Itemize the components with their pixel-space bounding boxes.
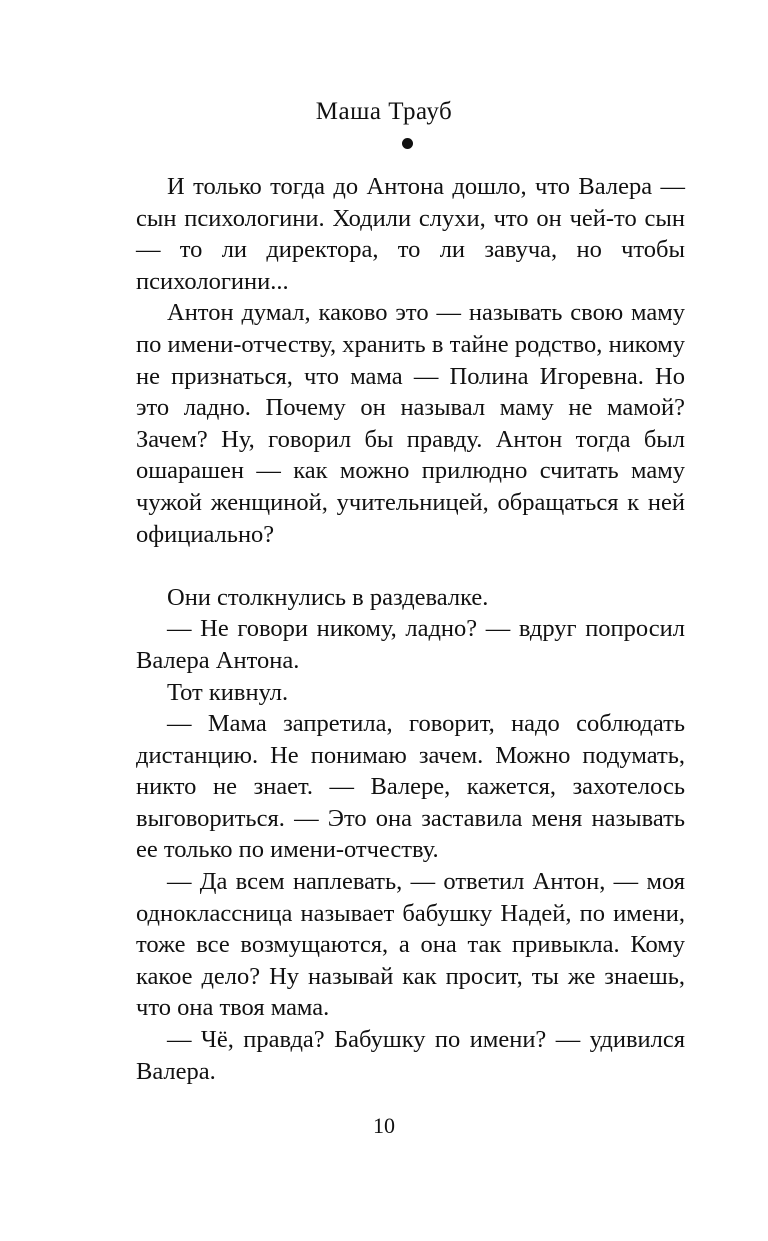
body-text bbox=[136, 171, 685, 1087]
paragraph: — Чё, правда? Бабушку по имени? — удивился Валера. bbox=[136, 1026, 685, 1085]
bullet-ornament-icon bbox=[402, 138, 413, 149]
section-break bbox=[136, 550, 685, 582]
paragraph: — Не говори никому, ладно? — вдруг попросил Валера Антона. bbox=[136, 615, 685, 674]
paragraph: Антон думал, каково это — называть свою маму по имени-отчеству, хранить в тайне родство, никому не признаться, что мама — Полина Игоревна. Но это ладно. Почему он называл маму не мамой? Зачем? Ну, говорил бы правду. Антон тогда был ошарашен — как можно прилюдно считать маму чужой женщиной, учительницей, обращаться к ней официально? bbox=[136, 299, 685, 548]
paragraph: Тот кивнул. bbox=[167, 678, 289, 706]
paragraph: И только тогда до Антона дошло, что Валера — сын психологини. Ходили слухи, что он чей-то сын — то ли директора, то ли завуча, но чтобы психологини... bbox=[136, 173, 685, 295]
paragraph: — Да всем наплевать, — ответил Антон, — моя одноклассница называет бабушку Надей, по имени, тоже все возмущаются, а она так привыкла. Кому какое дело? Ну называй как просит, ты же знаешь, что она твоя мама. bbox=[136, 868, 685, 1022]
paragraph: — Мама запретила, говорит, надо соблюдать дистанцию. Не понимаю зачем. Можно подумать, никто не знает. — Валере, кажется, захотелось выговориться. — Это она заставила меня называть ее только по имени-отчеству. bbox=[136, 710, 685, 864]
paragraph: Они столкнулись в раздевалке. bbox=[167, 583, 489, 611]
running-head-author: Маша Трауб bbox=[315, 98, 453, 125]
page-number: 10 bbox=[373, 1113, 395, 1138]
